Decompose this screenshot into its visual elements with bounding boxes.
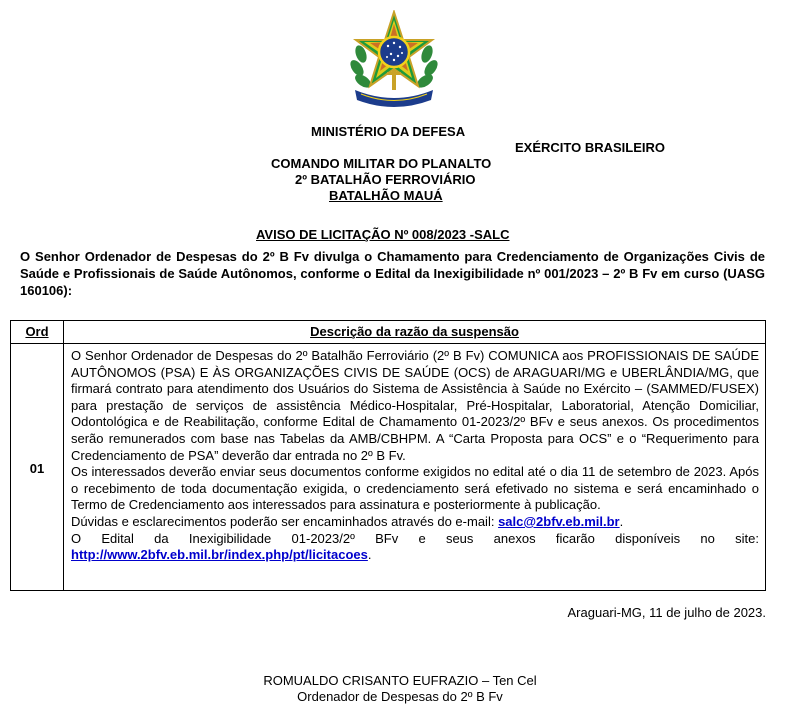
table-header-description: Descrição da razão da suspensão [310,324,519,339]
site-trailing-period: . [367,547,372,563]
signature-role: Ordenador de Despesas do 2º B Fv [297,689,503,704]
notice-table [10,320,766,591]
command-heading: COMANDO MILITAR DO PLANALTO [271,156,492,171]
table-header-divider [11,343,765,344]
table-row-ord: 01 [29,461,45,476]
ministry-heading: MINISTÉRIO DA DEFESA [311,124,466,139]
coat-of-arms-icon [347,10,441,108]
email-link[interactable]: salc@2bfv.eb.mil.br [498,513,620,529]
battalion-name-heading: BATALHÃO MAUÁ [329,188,443,203]
table-row-description [71,348,759,564]
email-trailing-period: . [619,513,624,529]
table-column-divider [63,321,64,590]
table-header-ord: Ord [25,324,49,339]
description-paragraph-3 [71,514,759,531]
place-date: Araguari-MG, 11 de julho de 2023. [567,605,766,620]
description-paragraph-1: O Senhor Ordenador de Despesas do 2º Batalhão Ferroviário (2º B Fv) COMUNICA aos PROFISSIONAIS DE SAÚDE AUTÔNOMOS (PSA) E ÀS ORGANIZAÇÕES CIVIS DE SAÚDE (OCS) de ARAGUARI/MG e UBERLÂNDIA/MG, que firmará contrato para atendimento dos Usuários do Sistema de Assistência à Saúde no Exército – (SAMMED/FUSEX) para prestação de serviços de assistência Médico-Hospitalar, Pré-Hospitalar, Laboratorial, Atenção Domiciliar, Odontológica e de Reabilitação, conforme Edital de Chamamento 01-2023/2º BFv e seus anexos. Os procedimentos serão remunerados com base nas Tabelas da AMB/CBHPM. A “Carta Proposta para OCS” e o “Requerimento para Credenciamento de PSA” deverão dar entrada no 2º B Fv. [71,348,759,463]
site-lead-text: O Edital da Inexigibilidade 01-2023/2º BFv e seus anexos ficarão disponíveis no site: [71,530,759,546]
army-heading: EXÉRCITO BRASILEIRO [515,140,666,155]
description-paragraph-2: Os interessados deverão enviar seus documentos conforme exigidos no edital até o dia 11 de setembro de 2023. Após o recebimento de toda documentação exigida, o credenciamento será efetivado no sistema e será encaminhado o Termo de Credenciamento aos interessados para assinatura e posteriormente à publicação. [71,464,759,513]
signature-name: ROMUALDO CRISANTO EUFRAZIO – Ten Cel [263,673,537,688]
battalion-heading: 2º BATALHÃO FERROVIÁRIO [295,172,476,187]
intro-paragraph: O Senhor Ordenador de Despesas do 2º B Fv divulga o Chamamento para Credenciamento de Organizações Civis de Saúde e Profissionais de Saúde Autônomos, conforme o Edital da Inexigibilidade nº 001/2023 – 2º B Fv em curso (UASG 160106): [20,249,765,298]
notice-title: AVISO DE LICITAÇÃO Nº 008/2023 -SALC [256,227,510,242]
email-lead-text: Dúvidas e esclarecimentos poderão ser encaminhados através do e-mail: [71,513,495,529]
description-paragraph-4 [71,531,759,564]
website-link[interactable]: http://www.2bfv.eb.mil.br/index.php/pt/licitacoes [71,547,368,563]
